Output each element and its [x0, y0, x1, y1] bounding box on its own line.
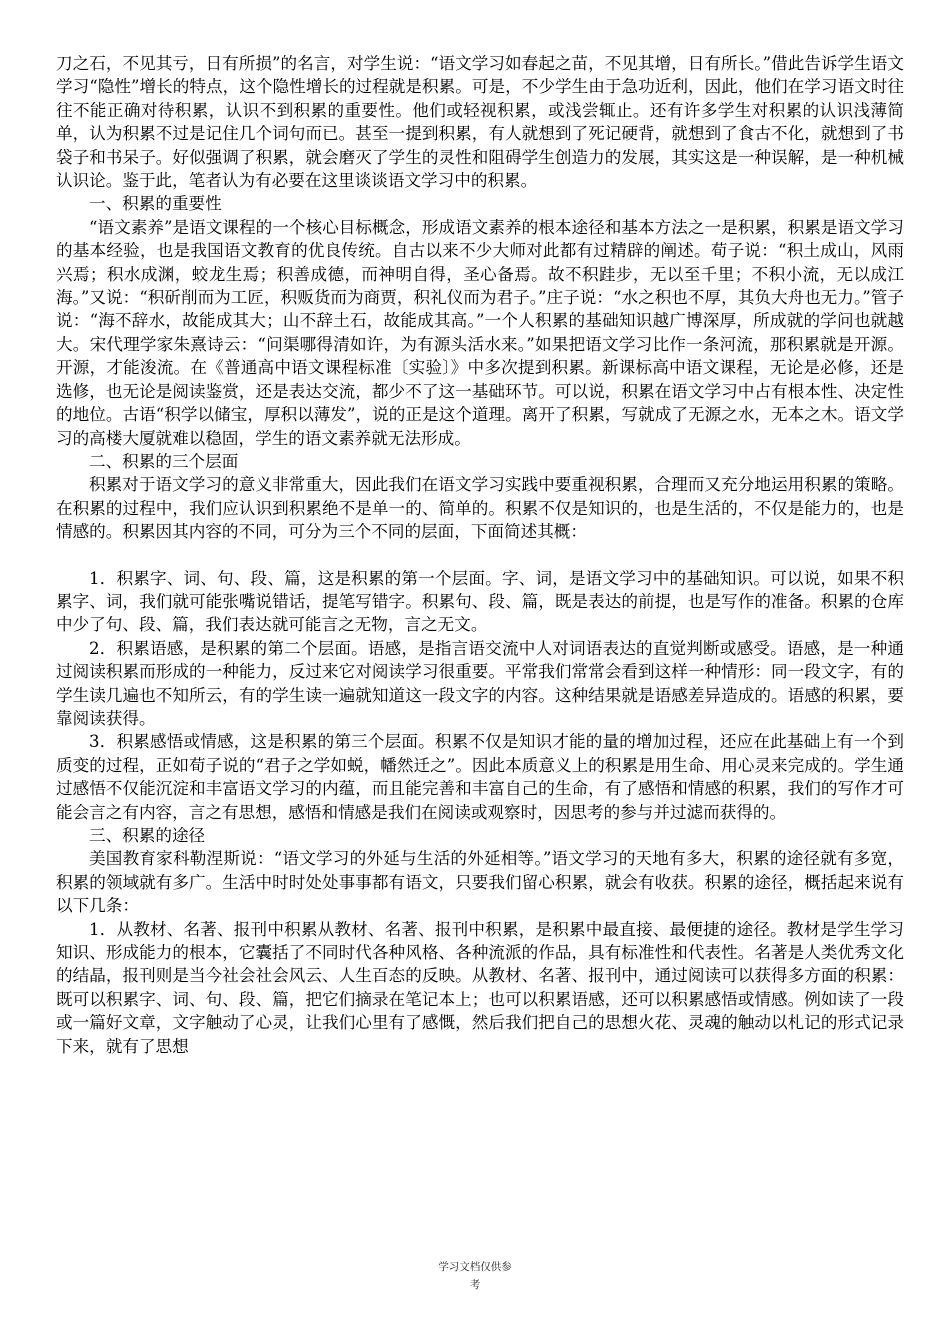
paragraph-pathways: 美国教育家科勒涅斯说：“语文学习的外延与生活的外延相等。”语文学习的天地有多大，积累的途径就有多宽，积累的领域就有多广。生活中时时处处事事都有语文，只要我们留心积累，就会有收获。积累的途径，概括起来说有以下几条：	[56, 849, 904, 916]
paragraph-intro: 刀之石，不见其亏，日有所损”的名言，对学生说：“语文学习如春起之苗，不见其增，日有所长。”借此告诉学生语文学习“隐性”增长的特点，这个隐性增长的过程就是积累。可是，不少学生由于急功近利，因此，他们在学习语文时往往不能正确对待积累，认识不到积累的重要性。他们或轻视积累，或浅尝辄止。还有许多学生对积累的认识浅薄简单，认为积累不过是记住几个词句而已。甚至一提到积累，有人就想到了死记硬背，就想到了食古不化，就想到了书袋子和书呆子。好似强调了积累，就会磨灭了学生的灵性和阻碍学生创造力的发展，其实这是一种误解，是一种机械认识论。鉴于此，笔者认为有必要在这里谈谈语文学习中的积累。	[56, 54, 904, 191]
list-item-pathway-1: 1．从教材、名著、报刊中积累从教材、名著、报刊中积累，是积累中最直接、最便捷的途径。教材是学生学习知识、形成能力的根本，它囊括了不同时代各种风格、各种流派的作品，具有标准性和代表性。名著是人类优秀文化的结晶，报刊则是当今社会社会风云、人生百态的反映。从教材、名著、报刊中，通过阅读可以获得多方面的积累：既可以积累字、词、句、段、篇，把它们摘录在笔记本上；也可以积累语感，还可以积累感悟或情感。例如读了一段或一篇好文章，文字触动了心灵，让我们心里有了感慨，然后我们把自己的思想火花、灵魂的触动以札记的形式记录下来，就有了思想	[56, 919, 904, 1056]
list-item-level-2: 2．积累语感，是积累的第二个层面。语感，是指言语交流中人对词语表达的直觉判断或感受。语感，是一种通过阅读积累而形成的一种能力，反过来它对阅读学习很重要。平常我们常常会看到这样一种情形：同一段文字，有的学生读几遍也不知所云，有的学生读一遍就知道这一段文字的内容。这种结果就是语感差异造成的。语感的积累，要靠阅读获得。	[56, 638, 904, 728]
paragraph-gap	[56, 544, 904, 567]
section-heading-pathways: 三、积累的途径	[89, 826, 206, 845]
footer-line-1: 学习文档仅供参	[438, 1261, 512, 1273]
section-heading-three-levels: 二、积累的三个层面	[89, 451, 239, 471]
list-item-level-3: 3．积累感悟或情感，这是积累的第三个层面。积累不仅是知识才能的量的增加过程，还应在此基础上有一个到质变的过程，正如荀子说的“君子之学如蜕，幡然迁之”。因此本质意义上的积累是用生命、用心灵来完成的。学生通过感悟不仅能沉淀和丰富语文学习的内蕴，而且能完善和丰富自己的生命，有了感悟和情感的积累，我们的写作才可能会言之有内容，言之有思想，感悟和情感是我们在阅读或观察时，因思考的参与并过滤而获得的。	[56, 732, 904, 822]
section-heading-importance: 一、积累的重要性	[89, 194, 222, 214]
document-body	[56, 52, 904, 1058]
page-footer	[0, 1258, 950, 1294]
list-item-level-1: 1．积累字、词、句、段、篇，这是积累的第一个层面。字、词，是语文学习中的基础知识。可以说，如果不积累字、词，我们就可能张嘴说错话，提笔写错字。积累句、段、篇，既是表达的前提，也是写作的准备。积累的仓库中少了句、段、篇，我们表达就可能言之无物，言之无文。	[56, 568, 904, 635]
paragraph-importance: “语文素养”是语文课程的一个核心目标概念，形成语文素养的根本途径和基本方法之一是积累，积累是语文学习的基本经验，也是我国语文教育的优良传统。自古以来不少大师对此都有过精辟的阐述。荀子说：“积土成山，风雨兴焉；积水成渊，蛟龙生焉；积善成德，而神明自得，圣心备焉。故不积跬步，无以至千里；不积小流，无以成江海。”又说：“积斫削而为工匠，积贩货而为商贾，积礼仪而为君子。”庄子说：“水之积也不厚，其负大舟也无力。”管子说：“海不辞水，故能成其大；山不辞土石，故能成其高。”一个人积累的基础知识越广博深厚，所成就的学问也就越大。宋代理学家朱熹诗云：“问渠哪得清如许，为有源头活水来。”如果把语文学习比作一条河流，那积累就是开源。开源，才能浚流。在《普通高中语文课程标准〔实验〕》中多次提到积累。新课标高中语文课程，无论是必修，还是选修，也无论是阅读鉴赏，还是表达交流，都少不了这一基础环节。可以说，积累在语文学习中占有根本性、决定性的地位。古语“积学以储宝，厚积以薄发”，说的正是这个道理。离开了积累，写就成了无源之水，无本之木。语文学习的高楼大厦就难以稳固，学生的语文素养就无法形成。	[56, 217, 904, 448]
paragraph-three-levels: 积累对于语文学习的意义非常重大，因此我们在语文学习实践中要重视积累，合理而又充分地运用积累的策略。在积累的过程中，我们应认识到积累绝不是单一的、简单的。积累不仅是知识的，也是生活的，不仅是能力的，也是情感的。积累因其内容的不同，可分为三个不同的层面，下面简述其概：	[56, 475, 904, 542]
footer-line-2: 考	[469, 1279, 481, 1291]
